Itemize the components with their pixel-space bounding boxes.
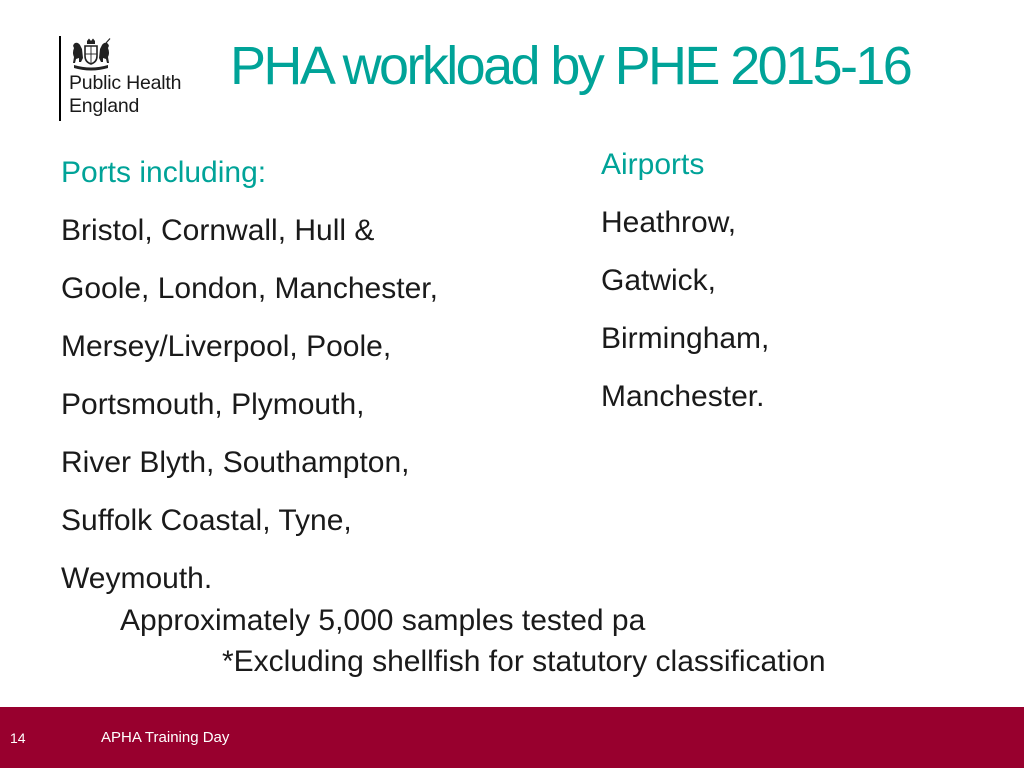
exclusion-note: *Excluding shellfish for statutory classification xyxy=(222,645,826,678)
samples-note: Approximately 5,000 samples tested pa xyxy=(120,604,646,637)
airports-list xyxy=(601,136,961,426)
logo-line-2: England xyxy=(69,95,140,117)
airports-line: Heathrow, xyxy=(601,206,737,239)
ports-line: River Blyth, Southampton, xyxy=(61,446,410,479)
page-number: 14 xyxy=(10,730,26,746)
ports-heading: Ports including: xyxy=(61,156,267,189)
airports-heading: Airports xyxy=(601,148,705,181)
logo-line-1: Public Health xyxy=(69,72,182,94)
airports-line: Manchester. xyxy=(601,380,765,413)
slide-title: PHA workload by PHE 2015-16 xyxy=(230,36,911,96)
logo-divider xyxy=(59,36,61,121)
ports-list xyxy=(61,144,581,608)
ports-line: Bristol, Cornwall, Hull & xyxy=(61,214,375,247)
ports-line: Goole, London, Manchester, xyxy=(61,272,438,305)
ports-line: Portsmouth, Plymouth, xyxy=(61,388,365,421)
ports-line: Mersey/Liverpool, Poole, xyxy=(61,330,392,363)
phe-logo xyxy=(59,36,219,124)
footer-bar xyxy=(0,707,1024,768)
logo-wordmark xyxy=(69,72,181,118)
footer-label: APHA Training Day xyxy=(101,729,230,746)
ports-line: Suffolk Coastal, Tyne, xyxy=(61,504,352,537)
royal-coat-of-arms-icon xyxy=(68,38,114,72)
airports-line: Gatwick, xyxy=(601,264,717,297)
ports-line: Weymouth. xyxy=(61,562,213,595)
airports-line: Birmingham, xyxy=(601,322,770,355)
